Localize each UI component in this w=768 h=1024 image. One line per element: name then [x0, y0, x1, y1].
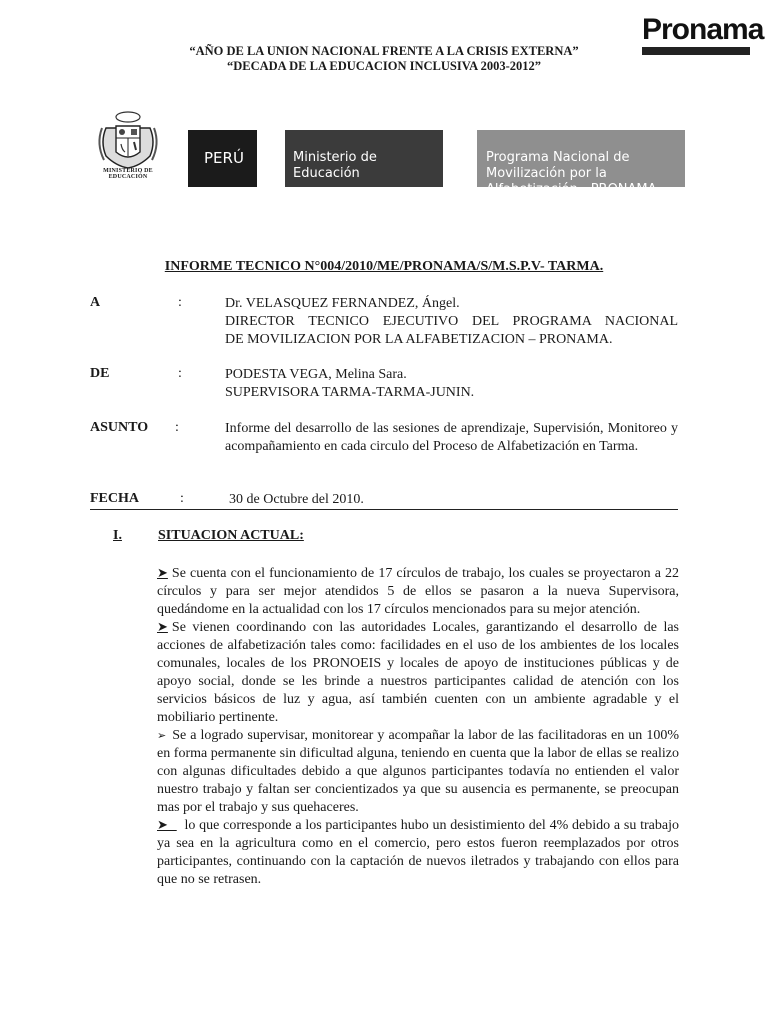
- arrow-outline-bullet-icon: ➢: [157, 729, 167, 742]
- list-item-text: Se a logrado supervisar, monitorear y acompañar la labor de las facilitadoras en un 100% en forma permanente sin dificultad alguna, teniendo en cuenta que la labor de ellas se realizo con algunas dificultades debido a que algunos participantes todavía no entienden el valor nuestro trabajo y faltan ser concientizados ya que su ausencia es permanente, se preocupan mas por el trabajo y sus quehaceres.: [157, 728, 679, 815]
- bullet-list: [157, 565, 679, 889]
- pronama-logo-text: Pronama: [642, 13, 764, 46]
- field-de-line-1: PODESTA VEGA, Melina Sara.: [225, 367, 407, 382]
- field-a-colon: :: [178, 295, 182, 310]
- motto-line-2: “DECADA DE LA EDUCACION INCLUSIVA 2003-2012”: [226, 59, 542, 73]
- list-item: [157, 619, 679, 727]
- section-title: SITUACION ACTUAL:: [158, 528, 304, 543]
- field-de-line-2: SUPERVISORA TARMA-TARMA-JUNIN.: [225, 385, 475, 400]
- pronama-logo-bar: [642, 47, 750, 55]
- field-a-line-1: Dr. VELASQUEZ FERNANDEZ, Ángel.: [225, 296, 460, 311]
- section-number: I.: [113, 528, 122, 543]
- arrow-bullet-icon: ➤: [157, 818, 177, 833]
- pronama-logo: [636, 13, 764, 52]
- field-fecha-colon: :: [180, 491, 184, 506]
- field-de-colon: :: [178, 366, 182, 381]
- field-a-line-3: DE MOVILIZACION POR LA ALFABETIZACION – PRONAMA.: [225, 332, 613, 347]
- field-fecha-value: 30 de Octubre del 2010.: [229, 492, 364, 507]
- list-item: [157, 817, 679, 889]
- field-asunto-value: Informe del desarrollo de las sesiones de aprendizaje, Supervisión, Monitoreo y acompañamiento en cada circulo del Proceso de Alfabetización en Tarma.: [225, 421, 678, 454]
- motto-line-1: “AÑO DE LA UNION NACIONAL FRENTE A LA CRISIS EXTERNA”: [189, 44, 579, 58]
- list-item-text: lo que corresponde a los participantes hubo un desistimiento del 4% debido a su trabajo ya sea en la agricultura como en el comercio, pero estos fueron reemplazados por otros participantes, continuando con la captación de nuevos iletrados y trabajando con ellos para que no se retrasen.: [157, 818, 679, 887]
- list-item: [157, 727, 679, 817]
- report-title: INFORME TECNICO N°004/2010/ME/PRONAMA/S/M.S.P.V- TARMA.: [164, 259, 604, 274]
- field-de-value: [225, 366, 678, 402]
- programa-bar: Programa Nacional de Movilización por la Alfabetización - PRONAMA: [477, 130, 685, 187]
- field-a-value: [225, 295, 678, 349]
- ministerio-bar: Ministerio de Educación: [285, 130, 443, 187]
- divider-line: [90, 509, 678, 510]
- crest-label: MINISTERIO DE EDUCACIÓN: [103, 168, 153, 180]
- peru-bar: PERÚ: [188, 130, 257, 187]
- list-item-text: Se cuenta con el funcionamiento de 17 círculos de trabajo, los cuales se proyectaron a 22 círculos y para ser mejor atendidos 5 de ellos se pasaron a la nueva Supervisora, quedándome en la actualidad con los 17 círculos mencionados para su mejor atención.: [157, 566, 679, 617]
- field-a-line-2: DIRECTOR TECNICO EJECUTIVO DEL PROGRAMA NACIONAL: [225, 314, 678, 329]
- list-item-text: Se vienen coordinando con las autoridades Locales, garantizando el desarrollo de las acciones de alfabetización tales como: facilidades en el uso de los ambientes de los locales comunales, locales de los PRONOEIS y locales de apoyo de instituciones públicas y de apoyo social, donde se les brinde a nuestros participantes calidad de atención con los servicios básicos de luz y agua, así también cuenten con un ambiente agradable y el mobiliario pertinente.: [157, 620, 679, 725]
- field-asunto-label: ASUNTO: [90, 420, 149, 435]
- field-fecha-label: FECHA: [90, 491, 139, 506]
- field-de-label: DE: [90, 366, 110, 381]
- arrow-bullet-icon: ➤: [157, 620, 168, 635]
- field-a-label: A: [90, 295, 101, 310]
- list-item: [157, 565, 679, 619]
- field-asunto-colon: :: [175, 420, 179, 435]
- arrow-bullet-icon: ➤: [157, 566, 168, 581]
